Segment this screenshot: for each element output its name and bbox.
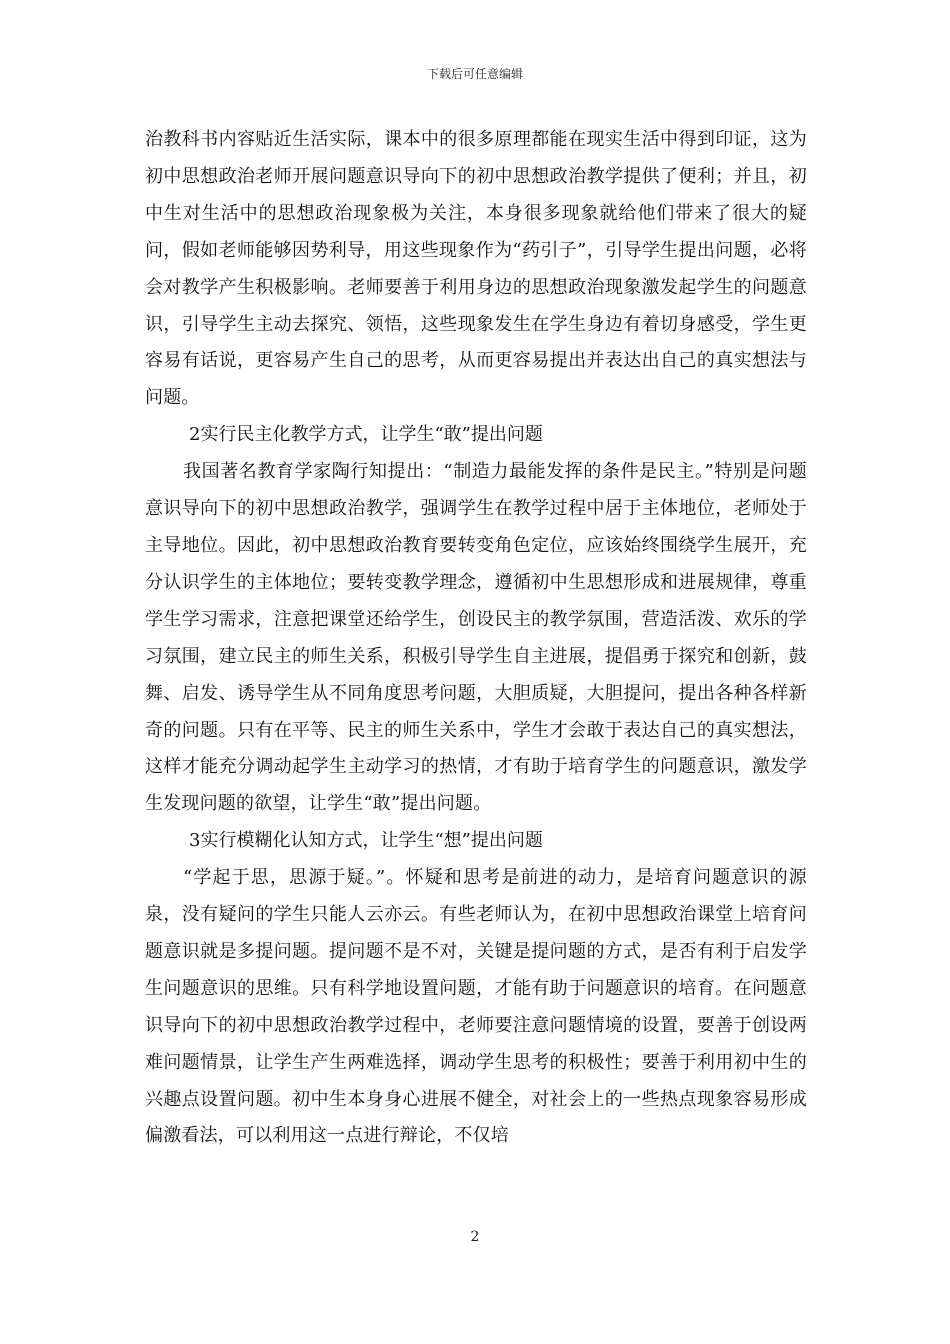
page-number: 2 xyxy=(470,1229,480,1245)
document-body xyxy=(145,122,807,1155)
body-paragraph: “学起于思，思源于疑。”。怀疑和思考是前进的动力，是培育问题意识的源泉，没有疑问的学生只能人云亦云。有些老师认为，在初中思想政治课堂上培育问题意识就是多提问题。提问题不是不对，关键是提问题的方式，是否有利于启发学生问题意识的思维。只有科学地设置问题，才能有助于问题意识的培育。在问题意识导向下的初中思想政治教学过程中，老师要注意问题情境的设置，要善于创设两难问题情景，让学生产生两难选择，调动学生思考的积极性；要善于利用初中生的兴趣点设置问题。初中生本身身心进展不健全，对社会上的一些热点现象容易形成偏激看法，可以利用这一点进行辩论，不仅培 xyxy=(145,867,807,1147)
section-heading: 3实行模糊化认知方式，让学生“想”提出问题 xyxy=(189,830,543,852)
body-paragraph: 治教科书内容贴近生活实际，课本中的很多原理都能在现实生活中得到印证，这为初中思想政治老师开展问题意识导向下的初中思想政治教学提供了便利；并且，初中生对生活中的思想政治现象极为关注，本身很多现象就给他们带来了很大的疑问，假如老师能够因势利导，用这些现象作为“药引子”，引导学生提出问题，必将会对教学产生积极影响。老师要善于利用身边的思想政治现象激发起学生的问题意识，引导学生主动去探究、领悟，这些现象发生在学生身边有着切身感受，学生更容易有话说，更容易产生自己的思考，从而更容易提出并表达出自己的真实想法与问题。 xyxy=(145,129,807,409)
page-header: 下载后可任意编辑 xyxy=(426,67,523,81)
section-heading: 2实行民主化教学方式，让学生“敢”提出问题 xyxy=(189,424,543,446)
body-paragraph: 我国著名教育学家陶行知提出：“制造力最能发挥的条件是民主。”特别是问题意识导向下的初中思想政治教学，强调学生在教学过程中居于主体地位，老师处于主导地位。因此，初中思想政治教育要转变角色定位，应该始终围绕学生展开，充分认识学生的主体地位；要转变教学理念，遵循初中生思想形成和进展规律，尊重学生学习需求，注意把课堂还给学生，创设民主的教学氛围，营造活泼、欢乐的学习氛围，建立民主的师生关系，积极引导学生自主进展，提倡勇于探究和创新，鼓舞、启发、诱导学生从不同角度思考问题，大胆质疑，大胆提问，提出各种各样新奇的问题。只有在平等、民主的师生关系中，学生才会敢于表达自己的真实想法，这样才能充分调动起学生主动学习的热情，才有助于培育学生的问题意识，激发学生发现问题的欲望，让学生“敢”提出问题。 xyxy=(145,461,807,815)
